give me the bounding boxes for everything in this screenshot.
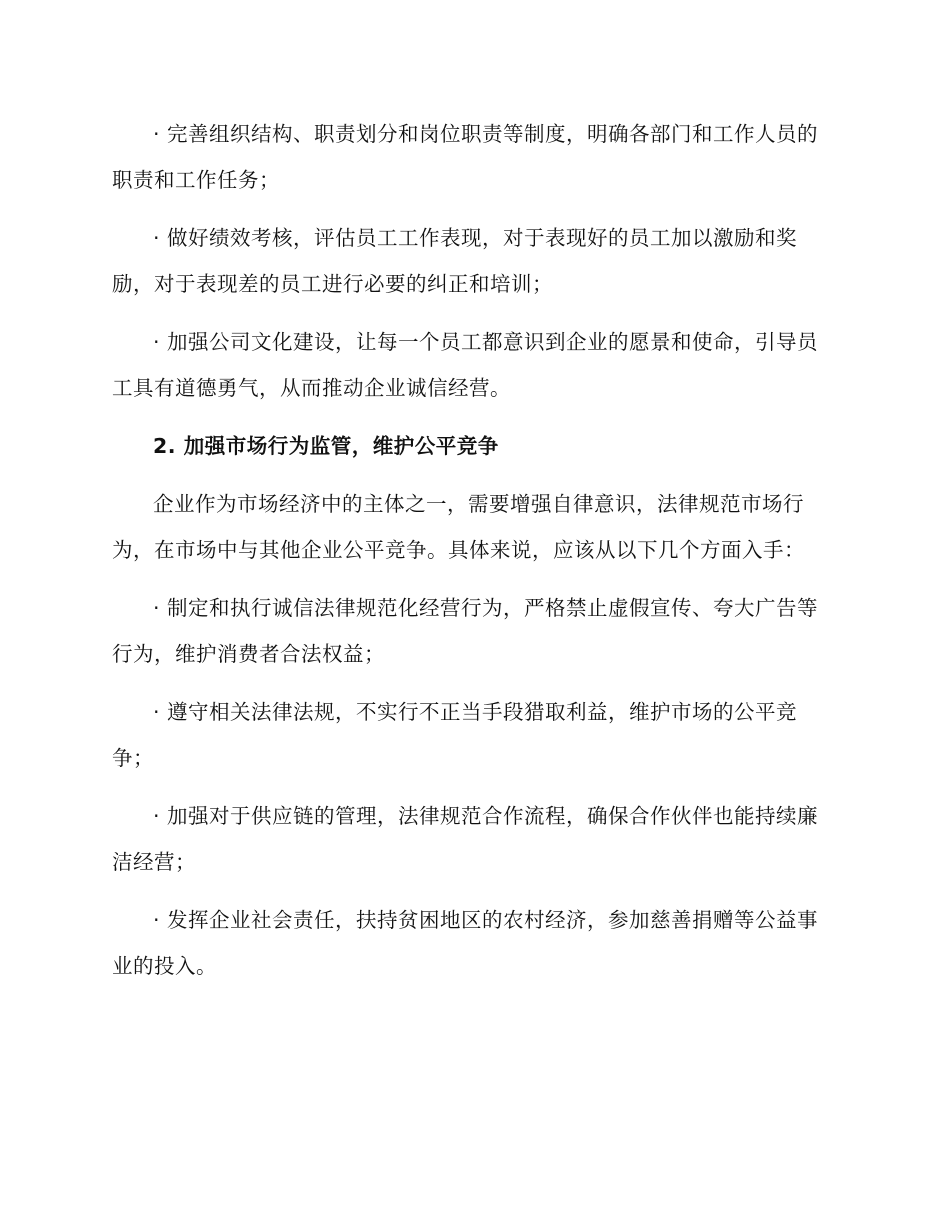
bullet-paragraph-org-structure: · 完善组织结构、职责划分和岗位职责等制度，明确各部门和工作人员的职责和工作任务；	[112, 122, 819, 192]
bullet-paragraph-supply-chain: · 加强对于供应链的管理，法律规范合作流程，确保合作伙伴也能持续廉洁经营；	[112, 804, 819, 874]
bullet-paragraph-regulation: · 制定和执行诚信法律规范化经营行为，严格禁止虚假宣传、夸大广告等行为，维护消费者合法权益；	[112, 596, 819, 666]
body-paragraph-intro: 企业作为市场经济中的主体之一，需要增强自律意识，法律规范市场行为，在市场中与其他企业公平竞争。具体来说，应该从以下几个方面入手：	[112, 492, 805, 562]
bullet-paragraph-laws: · 遵守相关法律法规，不实行不正当手段猎取利益，维护市场的公平竞争；	[112, 700, 798, 770]
bullet-paragraph-performance: · 做好绩效考核，评估员工工作表现，对于表现好的员工加以激励和奖励，对于表现差的员工进行必要的纠正和培训；	[112, 226, 798, 296]
document-page	[112, 111, 824, 1001]
bullet-paragraph-culture: · 加强公司文化建设，让每一个员工都意识到企业的愿景和使命，引导员工具有道德勇气，从而推动企业诚信经营。	[112, 330, 819, 400]
section-heading: 2. 加强市场行为监管，维护公平竞争	[153, 434, 499, 458]
bullet-paragraph-social-responsibility: · 发挥企业社会责任，扶持贫困地区的农村经济，参加慈善捐赠等公益事业的投入。	[112, 908, 819, 978]
